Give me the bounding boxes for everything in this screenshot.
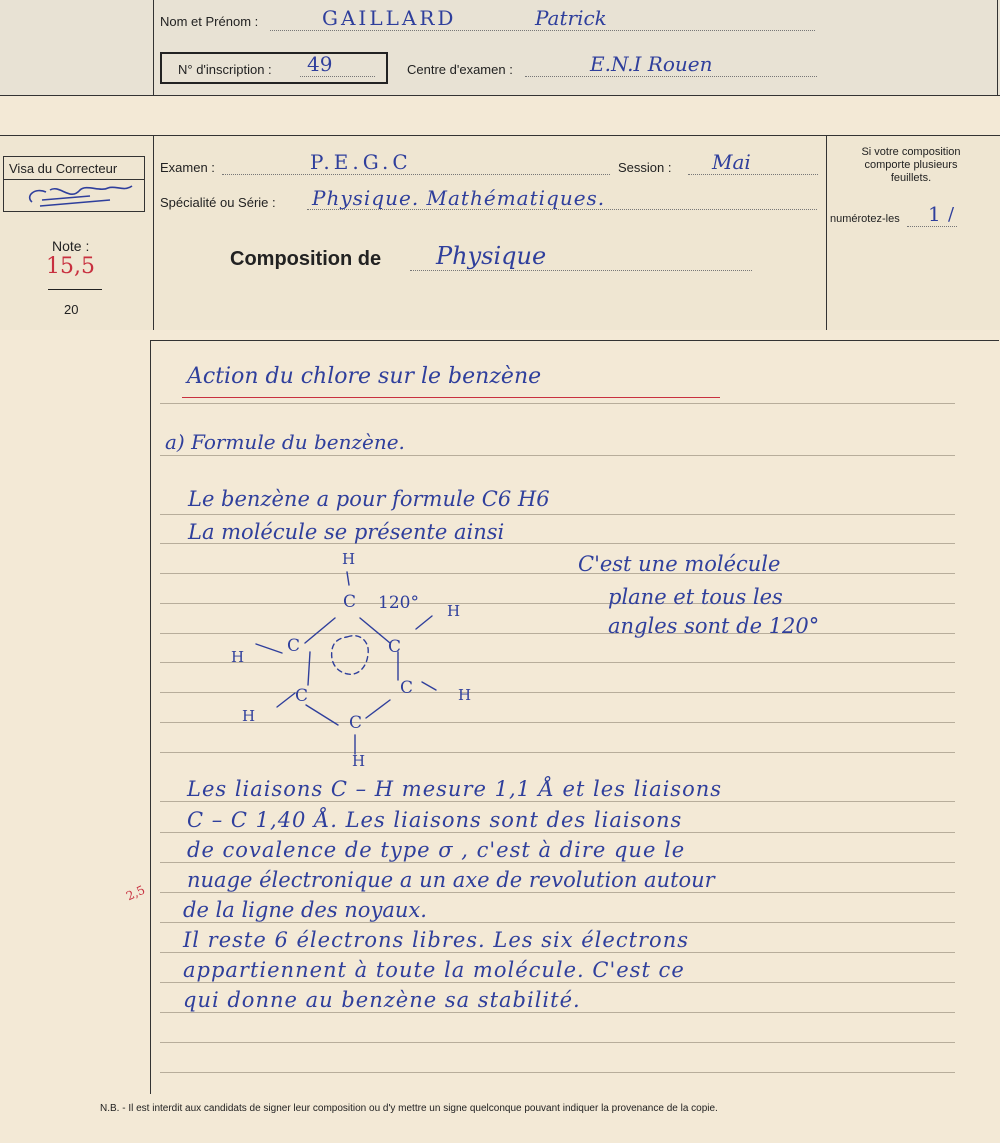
numerotez-dotline xyxy=(907,226,957,227)
centre-dotline xyxy=(525,76,817,77)
atom-c-bottom: C xyxy=(349,713,363,733)
side-note-3: angles sont de 120° xyxy=(608,614,820,638)
presentation-line: La molécule se présente ainsi xyxy=(188,520,505,544)
serie-value: Physique. Mathématiques. xyxy=(312,186,606,210)
numerotez-value: 1 xyxy=(928,202,941,226)
paragraph-line-6: Il reste 6 électrons libres. Les six électrons xyxy=(183,928,690,952)
exam-rule xyxy=(0,135,1000,136)
name-dotline xyxy=(270,30,815,31)
session-value: Mai xyxy=(712,150,751,174)
paragraph-line-4: nuage électronique a un axe de revolution autour xyxy=(187,868,715,892)
header-rule xyxy=(0,95,1000,96)
name-value-last: GAILLARD xyxy=(322,6,457,30)
numerotez-label: numérotez-les xyxy=(830,213,900,225)
atom-h-left: H xyxy=(231,648,245,666)
benzene-diagram xyxy=(220,540,480,775)
paragraph-line-5: de la ligne des noyaux. xyxy=(183,898,427,922)
composition-dotline xyxy=(410,270,752,271)
centre-value: E.N.I Rouen xyxy=(590,52,713,76)
atom-c-upper-left: C xyxy=(287,636,301,656)
note-label: Note : xyxy=(52,238,90,254)
title-underline xyxy=(182,397,720,398)
atom-h-lower-right: H xyxy=(458,686,472,704)
atom-h-lower-left: H xyxy=(242,707,256,725)
visa-label: Visa du Correcteur xyxy=(9,161,118,176)
paragraph-line-1: Les liaisons C – H mesure 1,1 Å et les liaisons xyxy=(187,777,723,801)
atom-c-top: C xyxy=(343,592,357,612)
atom-c-upper-right: C xyxy=(388,637,402,657)
exam-divider-right xyxy=(826,135,827,330)
session-dotline xyxy=(688,174,818,175)
name-value-first: Patrick xyxy=(535,6,607,30)
atom-c-lower-left: C xyxy=(295,686,309,706)
composition-label: Composition de xyxy=(230,248,382,270)
centre-label: Centre d'examen : xyxy=(407,62,513,77)
paragraph-line-3: de covalence de type σ , c'est à dire que le xyxy=(187,838,686,862)
inscription-dotline xyxy=(300,76,375,77)
composition-value: Physique xyxy=(436,242,547,270)
atom-h-bottom: H xyxy=(352,752,366,770)
margin-mark: 2,5 xyxy=(123,882,148,904)
paragraph-line-2: C – C 1,40 Å. Les liaisons sont des liaisons xyxy=(187,808,683,832)
session-label: Session : xyxy=(618,160,672,175)
inscription-label: N° d'inscription : xyxy=(178,62,272,77)
name-label: Nom et Prénom : xyxy=(160,14,259,29)
footer-note: N.B. - Il est interdit aux candidats de signer leur composition ou d'y mettre un signe quelconque pouvant indiquer la provenance de la copie. xyxy=(100,1103,718,1114)
answer-title: Action du chlore sur le benzène xyxy=(187,364,542,389)
numerotez-suffix: / xyxy=(948,204,955,225)
inscription-value: 49 xyxy=(307,52,333,76)
note-fraction-bar xyxy=(48,289,102,290)
section-a-heading: a) Formule du benzène. xyxy=(165,430,405,454)
examen-value: P.E.G.C xyxy=(310,150,412,174)
atom-h-top: H xyxy=(342,550,356,568)
feuillets-note: Si votre composition comporte plusieurs feuillets. xyxy=(861,146,961,184)
corrector-signature xyxy=(20,182,140,212)
side-note-1: C'est une molécule xyxy=(578,552,781,576)
angle-label: 120° xyxy=(378,593,419,613)
formula-line: Le benzène a pour formule C6 H6 xyxy=(188,487,550,511)
examen-label: Examen : xyxy=(160,160,215,175)
serie-label: Spécialité ou Série : xyxy=(160,195,276,210)
note-max: 20 xyxy=(64,302,79,317)
atom-c-lower-right: C xyxy=(400,678,414,698)
paragraph-line-8: qui donne au benzène sa stabilité. xyxy=(183,988,581,1012)
note-value: 15,5 xyxy=(46,254,95,279)
atom-h-upper-right: H xyxy=(447,602,461,620)
side-note-2: plane et tous les xyxy=(608,585,783,609)
exam-divider-left xyxy=(153,135,154,330)
paragraph-line-7: appartiennent à toute la molécule. C'est ce xyxy=(183,958,685,982)
examen-dotline xyxy=(222,174,610,175)
